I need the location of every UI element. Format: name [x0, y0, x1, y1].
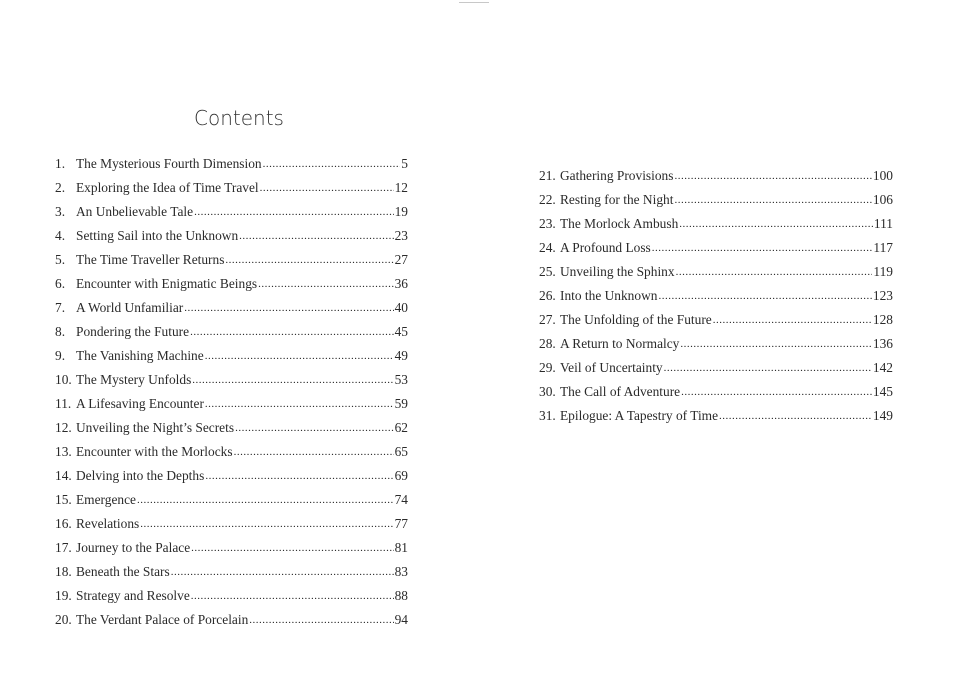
toc-entry-title: Beneath the Stars	[76, 564, 170, 579]
toc-dot-leader	[680, 331, 872, 356]
toc-entry[interactable]	[55, 488, 408, 512]
toc-entry-page: 136	[872, 336, 893, 351]
toc-dot-leader	[235, 415, 394, 440]
toc-entry-page: 12	[394, 180, 408, 195]
toc-entry-number: 4.	[55, 228, 66, 243]
toc-entry-title: The Morlock Ambush	[560, 216, 679, 231]
toc-entry[interactable]	[55, 584, 408, 608]
toc-entry-title: The Mystery Unfolds	[76, 372, 192, 387]
toc-entry[interactable]	[55, 296, 408, 320]
toc-entry[interactable]	[539, 260, 893, 284]
toc-entry-page: 77	[394, 516, 408, 531]
toc-entry-page: 149	[872, 408, 893, 423]
toc-entry-number: 9.	[55, 348, 66, 363]
toc-entry[interactable]	[55, 176, 408, 200]
toc-entry-title: The Time Traveller Returns	[76, 252, 225, 267]
toc-dot-leader	[664, 355, 872, 380]
toc-right-column	[539, 164, 893, 428]
toc-entry[interactable]	[539, 212, 893, 236]
toc-entry-page: 111	[873, 216, 893, 231]
toc-entry-page: 128	[872, 312, 893, 327]
toc-dot-leader	[205, 343, 394, 368]
toc-entry-page: 36	[394, 276, 408, 291]
toc-entry[interactable]	[539, 188, 893, 212]
toc-entry-number: 19.	[55, 588, 72, 603]
toc-entry-page: 5	[401, 156, 408, 171]
toc-entry-page: 49	[394, 348, 408, 363]
toc-entry[interactable]	[539, 356, 893, 380]
toc-entry-number: 8.	[55, 324, 66, 339]
toc-entry-title: Unveiling the Sphinx	[560, 264, 675, 279]
toc-entry-number: 10.	[55, 372, 72, 387]
toc-entry-number: 6.	[55, 276, 66, 291]
toc-dot-leader	[205, 463, 393, 488]
toc-entry-number: 1.	[55, 156, 66, 171]
toc-entry-number: 30.	[539, 384, 556, 399]
toc-entry[interactable]	[55, 392, 408, 416]
toc-dot-leader	[679, 211, 873, 236]
toc-entry-title: Exploring the Idea of Time Travel	[76, 180, 259, 195]
toc-entry-title: A Profound Loss	[560, 240, 651, 255]
toc-entry[interactable]	[539, 236, 893, 260]
toc-entry-page: 81	[394, 540, 408, 555]
toc-entry[interactable]	[539, 380, 893, 404]
toc-entry[interactable]	[539, 308, 893, 332]
toc-entry-title: The Mysterious Fourth Dimension	[76, 156, 262, 171]
toc-entry-title: Resting for the Night	[560, 192, 674, 207]
toc-entry-page: 145	[872, 384, 893, 399]
toc-entry-title: Veil of Uncertainty	[560, 360, 663, 375]
toc-dot-leader	[674, 187, 871, 212]
toc-entry-title: Setting Sail into the Unknown	[76, 228, 239, 243]
toc-entry[interactable]	[539, 284, 893, 308]
toc-entry-number: 22.	[539, 192, 556, 207]
toc-dot-leader	[652, 235, 873, 260]
toc-entry-title: Emergence	[76, 492, 136, 507]
toc-entry-title: An Unbelievable Tale	[76, 204, 194, 219]
toc-entry[interactable]	[539, 164, 893, 188]
toc-entry[interactable]	[55, 536, 408, 560]
toc-entry-number: 15.	[55, 492, 72, 507]
toc-entry-title: Encounter with Enigmatic Beings	[76, 276, 258, 291]
toc-entry-page: 94	[394, 612, 408, 627]
toc-entry-page: 69	[394, 468, 408, 483]
toc-entry-number: 11.	[55, 396, 72, 411]
toc-entry-number: 12.	[55, 420, 72, 435]
toc-entry-page: 74	[394, 492, 408, 507]
toc-entry-page: 45	[394, 324, 408, 339]
toc-entry-title: The Verdant Palace of Porcelain	[76, 612, 249, 627]
toc-entry-page: 119	[873, 264, 893, 279]
toc-entry-title: Journey to the Palace	[76, 540, 191, 555]
toc-entry-title: Into the Unknown	[560, 288, 658, 303]
toc-entry-number: 31.	[539, 408, 556, 423]
toc-entry-page: 83	[394, 564, 408, 579]
toc-dot-leader	[239, 223, 393, 248]
toc-dot-leader	[260, 175, 394, 200]
toc-entry-title: A Lifesaving Encounter	[76, 396, 204, 411]
toc-left-column	[55, 152, 408, 632]
toc-entry[interactable]	[55, 608, 408, 632]
toc-dot-leader	[205, 391, 394, 416]
toc-entry[interactable]	[55, 272, 408, 296]
toc-entry-title: Gathering Provisions	[560, 168, 674, 183]
toc-entry-number: 21.	[539, 168, 556, 183]
toc-dot-leader	[658, 283, 871, 308]
toc-entry-page: 40	[394, 300, 408, 315]
toc-entry-page: 65	[394, 444, 408, 459]
toc-dot-leader	[190, 319, 394, 344]
toc-entry-page: 123	[872, 288, 893, 303]
toc-entry[interactable]	[55, 440, 408, 464]
toc-entry-page: 53	[394, 372, 408, 387]
toc-entry-page: 27	[394, 252, 408, 267]
toc-entry[interactable]	[55, 368, 408, 392]
toc-entry-number: 16.	[55, 516, 72, 531]
toc-entry-number: 24.	[539, 240, 556, 255]
toc-entry-number: 5.	[55, 252, 66, 267]
toc-entry[interactable]	[55, 512, 408, 536]
toc-dot-leader	[263, 151, 401, 176]
toc-entry-page: 106	[872, 192, 893, 207]
toc-dot-leader	[713, 307, 872, 332]
toc-dot-leader	[234, 439, 394, 464]
toc-entry-title: A Return to Normalcy	[560, 336, 680, 351]
toc-entry-page: 88	[394, 588, 408, 603]
toc-entry-title: Epilogue: A Tapestry of Time	[560, 408, 719, 423]
toc-dot-leader	[191, 535, 393, 560]
toc-dot-leader	[719, 403, 872, 428]
toc-dot-leader	[194, 199, 394, 224]
toc-entry[interactable]	[55, 248, 408, 272]
toc-entry-title: Strategy and Resolve	[76, 588, 190, 603]
toc-entry-page: 59	[394, 396, 408, 411]
toc-entry-title: The Vanishing Machine	[76, 348, 204, 363]
toc-dot-leader	[258, 271, 394, 296]
toc-entry-number: 18.	[55, 564, 72, 579]
toc-entry-number: 7.	[55, 300, 66, 315]
toc-dot-leader	[249, 607, 393, 632]
toc-entry[interactable]	[55, 320, 408, 344]
toc-entry-page: 23	[394, 228, 408, 243]
toc-dot-leader	[171, 559, 394, 584]
toc-entry-title: The Call of Adventure	[560, 384, 681, 399]
toc-dot-leader	[191, 583, 394, 608]
toc-entry-title: Unveiling the Night’s Secrets	[76, 420, 235, 435]
toc-entry-page: 19	[394, 204, 408, 219]
toc-entry-page: 62	[394, 420, 408, 435]
toc-entry[interactable]	[55, 152, 408, 176]
toc-entry-number: 28.	[539, 336, 556, 351]
toc-entry-page: 100	[872, 168, 893, 183]
toc-entry-title: Pondering the Future	[76, 324, 190, 339]
toc-entry-title: Encounter with the Morlocks	[76, 444, 233, 459]
toc-entry-number: 26.	[539, 288, 556, 303]
toc-entry-number: 13.	[55, 444, 72, 459]
toc-entry-number: 3.	[55, 204, 66, 219]
page-top-mark	[459, 2, 489, 3]
toc-dot-leader	[137, 487, 394, 512]
toc-dot-leader	[184, 295, 393, 320]
toc-entry-number: 27.	[539, 312, 556, 327]
toc-entry-number: 17.	[55, 540, 72, 555]
toc-entry[interactable]	[55, 224, 408, 248]
page-title: Contents	[194, 106, 284, 130]
toc-entry-title: A World Unfamiliar	[76, 300, 184, 315]
toc-entry[interactable]	[55, 344, 408, 368]
toc-entry[interactable]	[539, 332, 893, 356]
toc-entry-page: 117	[873, 240, 893, 255]
toc-entry-title: Revelations	[76, 516, 140, 531]
toc-entry-number: 23.	[539, 216, 556, 231]
toc-dot-leader	[140, 511, 393, 536]
toc-dot-leader	[681, 379, 872, 404]
toc-entry-title: The Unfolding of the Future	[560, 312, 712, 327]
toc-entry-number: 14.	[55, 468, 72, 483]
toc-entry[interactable]	[539, 404, 893, 428]
toc-entry-number: 25.	[539, 264, 556, 279]
toc-entry-page: 142	[872, 360, 893, 375]
toc-entry[interactable]	[55, 416, 408, 440]
toc-entry-number: 2.	[55, 180, 66, 195]
toc-dot-leader	[192, 367, 393, 392]
toc-entry[interactable]	[55, 560, 408, 584]
toc-entry-number: 20.	[55, 612, 72, 627]
toc-dot-leader	[225, 247, 393, 272]
toc-entry-number: 29.	[539, 360, 556, 375]
toc-entry[interactable]	[55, 464, 408, 488]
toc-entry-title: Delving into the Depths	[76, 468, 205, 483]
toc-entry[interactable]	[55, 200, 408, 224]
toc-dot-leader	[674, 163, 871, 188]
toc-dot-leader	[676, 259, 873, 284]
